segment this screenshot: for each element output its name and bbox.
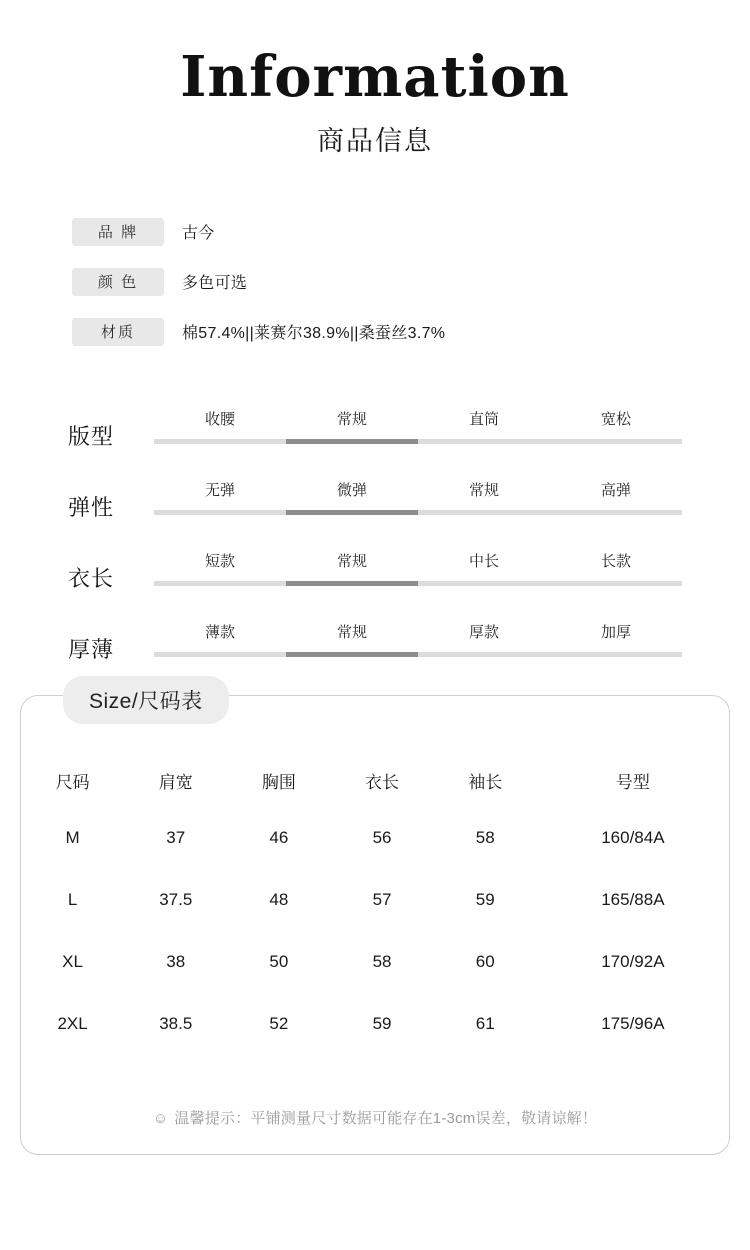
table-row — [21, 993, 729, 1055]
cell-bust: 52 — [269, 1014, 289, 1033]
info-value-brand: 古今 — [182, 225, 215, 243]
attribute-segment — [550, 510, 682, 515]
cell-bust: 50 — [269, 952, 289, 971]
attribute-scale-length — [154, 550, 682, 586]
attribute-row-thickness — [68, 621, 682, 664]
info-row-brand — [72, 218, 750, 246]
attribute-scale-fit — [154, 408, 682, 444]
info-label-brand: 品 牌 — [72, 218, 164, 246]
attribute-option: 直筒 — [468, 410, 499, 428]
attribute-name-elasticity: 弹性 — [68, 494, 115, 520]
attribute-bar — [154, 581, 682, 586]
attribute-bar — [154, 510, 682, 515]
table-row — [21, 807, 729, 869]
page-header — [0, 0, 750, 158]
attribute-name-thickness: 厚薄 — [68, 636, 115, 662]
cell-length: 58 — [372, 952, 392, 971]
table-row — [21, 869, 729, 931]
attribute-segment — [154, 439, 286, 444]
column-header-bust: 胸围 — [261, 773, 296, 792]
attribute-option: 宽松 — [600, 410, 631, 428]
attribute-bar — [154, 652, 682, 657]
cell-size: XL — [62, 952, 83, 971]
attribute-row-elasticity — [68, 479, 682, 522]
attribute-segment — [154, 581, 286, 586]
info-row-material — [72, 318, 750, 346]
page-title-en: Information — [180, 44, 570, 110]
smiley-icon: ☺ — [152, 1110, 169, 1127]
cell-size: L — [67, 890, 78, 909]
attribute-option: 常规 — [336, 410, 367, 428]
cell-length: 56 — [372, 828, 392, 847]
cell-shoulder: 37.5 — [159, 890, 193, 909]
attribute-option: 中长 — [468, 552, 499, 570]
attribute-segment — [550, 652, 682, 657]
attribute-name-length: 衣长 — [68, 565, 115, 591]
size-chart-note-text: 温馨提示：平铺测量尺寸数据可能存在1-3cm误差，敬请谅解！ — [174, 1110, 598, 1127]
cell-shoulder: 38 — [166, 952, 186, 971]
cell-sleeve: 58 — [475, 828, 495, 847]
attribute-option: 常规 — [336, 552, 367, 570]
attribute-scale-elasticity — [154, 479, 682, 515]
size-chart-note — [21, 1107, 729, 1128]
cell-shoulder: 38.5 — [159, 1014, 193, 1033]
attribute-row-length — [68, 550, 682, 593]
product-info-block — [0, 218, 750, 346]
attribute-segment — [418, 581, 550, 586]
column-header-sleeve: 袖长 — [468, 773, 503, 792]
attribute-bar — [154, 439, 682, 444]
attribute-segment-selected — [286, 652, 418, 657]
cell-model: 160/84A — [601, 828, 665, 847]
cell-model: 165/88A — [601, 890, 665, 909]
attribute-option: 加厚 — [600, 623, 631, 641]
attribute-segment — [418, 439, 550, 444]
attribute-scale-thickness — [154, 621, 682, 657]
table-row — [21, 931, 729, 993]
table-header-row — [21, 758, 729, 807]
attribute-option: 常规 — [468, 481, 499, 499]
attribute-option: 无弹 — [204, 481, 235, 499]
attribute-option: 微弹 — [336, 481, 367, 499]
cell-shoulder: 37 — [166, 828, 186, 847]
attribute-segment — [154, 510, 286, 515]
info-label-color: 颜 色 — [72, 268, 164, 296]
cell-model: 175/96A — [601, 1014, 665, 1033]
attribute-segment-selected — [286, 581, 418, 586]
info-value-material: 棉57.4%||莱赛尔38.9%||桑蚕丝3.7% — [182, 325, 446, 343]
cell-bust: 48 — [269, 890, 289, 909]
cell-model: 170/92A — [601, 952, 665, 971]
cell-length: 57 — [372, 890, 392, 909]
attribute-segment — [550, 581, 682, 586]
attribute-row-fit — [68, 408, 682, 451]
cell-length: 59 — [372, 1014, 392, 1033]
attribute-segment — [418, 652, 550, 657]
attribute-option: 短款 — [204, 552, 235, 570]
attribute-segment — [418, 510, 550, 515]
column-header-shoulder: 肩宽 — [158, 773, 193, 792]
cell-sleeve: 61 — [475, 1014, 495, 1033]
column-header-size: 尺码 — [55, 773, 90, 792]
attribute-option: 常规 — [336, 623, 367, 641]
size-chart-card — [20, 690, 730, 1155]
size-chart-table — [21, 758, 729, 1055]
column-header-model: 号型 — [615, 773, 650, 792]
attribute-option: 长款 — [600, 552, 631, 570]
attribute-option: 高弹 — [600, 481, 631, 499]
cell-sleeve: 59 — [475, 890, 495, 909]
info-label-material: 材质 — [72, 318, 164, 346]
attribute-segment-selected — [286, 439, 418, 444]
attribute-scales — [0, 408, 750, 664]
info-row-color — [72, 268, 750, 296]
column-header-length: 衣长 — [365, 773, 400, 792]
cell-size: 2XL — [57, 1014, 88, 1033]
attribute-segment-selected — [286, 510, 418, 515]
info-value-color: 多色可选 — [182, 275, 248, 293]
attribute-segment — [550, 439, 682, 444]
page-title-cn: 商品信息 — [317, 125, 433, 156]
attribute-option: 薄款 — [204, 623, 235, 641]
cell-sleeve: 60 — [475, 952, 495, 971]
attribute-name-fit: 版型 — [68, 423, 115, 449]
cell-size: M — [65, 828, 80, 847]
attribute-option: 厚款 — [468, 623, 499, 641]
size-chart-badge: Size/尺码表 — [63, 676, 229, 724]
attribute-segment — [154, 652, 286, 657]
attribute-option: 收腰 — [204, 410, 235, 428]
cell-bust: 46 — [269, 828, 289, 847]
